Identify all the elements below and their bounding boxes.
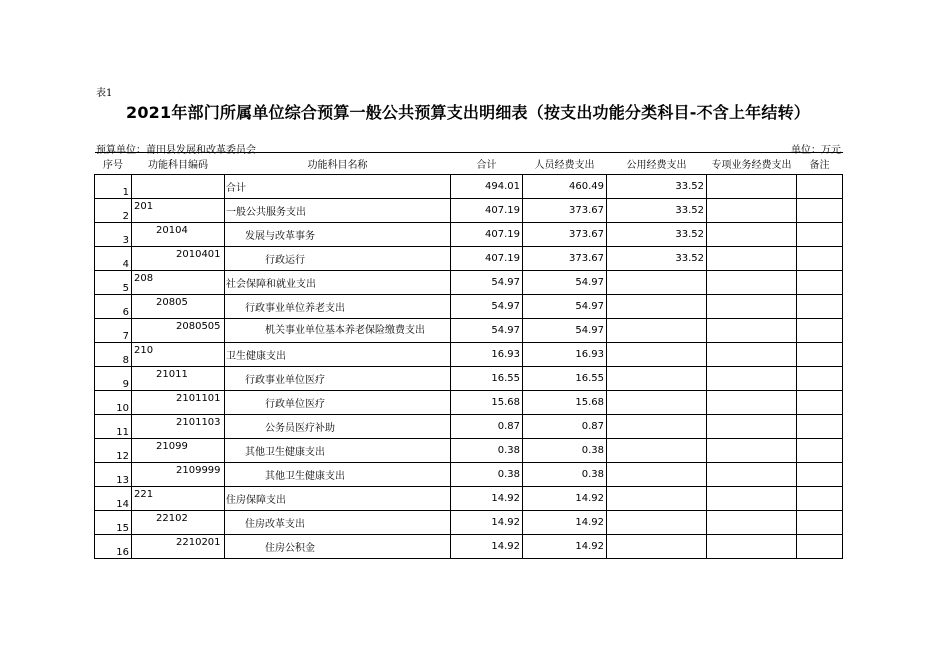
- cell-seq: 7: [95, 319, 132, 343]
- table-row: [95, 415, 843, 439]
- cell-special: [707, 175, 797, 199]
- cell-name: 合计: [225, 175, 451, 199]
- cell-total: 0.38: [451, 463, 523, 487]
- cell-seq: 9: [95, 367, 132, 391]
- header-row: [95, 153, 843, 175]
- cell-public: 33.52: [607, 223, 707, 247]
- cell-seq: 14: [95, 487, 132, 511]
- cell-personnel: 15.68: [523, 391, 607, 415]
- cell-note: [797, 439, 843, 463]
- cell-total: 54.97: [451, 295, 523, 319]
- table-row: [95, 319, 843, 343]
- cell-public: [607, 439, 707, 463]
- col-header-public: 公用经费支出: [607, 153, 707, 175]
- expenditure-table: [94, 152, 843, 559]
- cell-code: 221: [132, 487, 225, 511]
- cell-seq: 4: [95, 247, 132, 271]
- cell-special: [707, 487, 797, 511]
- cell-public: [607, 271, 707, 295]
- table-row: [95, 487, 843, 511]
- page-title: 2021年部门所属单位综合预算一般公共预算支出明细表（按支出功能分类科目-不含上年结转）: [126, 103, 810, 122]
- cell-seq: 3: [95, 223, 132, 247]
- table-row: [95, 199, 843, 223]
- cell-public: [607, 295, 707, 319]
- cell-seq: 10: [95, 391, 132, 415]
- cell-seq: 2: [95, 199, 132, 223]
- cell-name: 住房保障支出: [225, 487, 451, 511]
- cell-public: [607, 535, 707, 559]
- cell-code: 201: [132, 199, 225, 223]
- cell-name: 其他卫生健康支出: [225, 463, 451, 487]
- cell-personnel: 54.97: [523, 295, 607, 319]
- cell-code: 210: [132, 343, 225, 367]
- cell-code: 2109999: [132, 463, 225, 487]
- table-row: [95, 223, 843, 247]
- cell-note: [797, 247, 843, 271]
- cell-seq: 1: [95, 175, 132, 199]
- cell-note: [797, 463, 843, 487]
- cell-name: 行政单位医疗: [225, 391, 451, 415]
- table-row: [95, 343, 843, 367]
- cell-code: 21099: [132, 439, 225, 463]
- budget-unit-label: 预算单位：莆田县发展和改革委员会: [96, 145, 256, 156]
- cell-seq: 15: [95, 511, 132, 535]
- table-row: [95, 511, 843, 535]
- col-header-code: 功能科目编码: [132, 153, 225, 175]
- cell-note: [797, 199, 843, 223]
- col-header-note: 备注: [797, 153, 843, 175]
- cell-public: [607, 391, 707, 415]
- cell-code: 20805: [132, 295, 225, 319]
- cell-personnel: 0.38: [523, 463, 607, 487]
- cell-special: [707, 511, 797, 535]
- cell-note: [797, 319, 843, 343]
- cell-name: 一般公共服务支出: [225, 199, 451, 223]
- cell-special: [707, 199, 797, 223]
- cell-code: 20104: [132, 223, 225, 247]
- cell-public: 33.52: [607, 199, 707, 223]
- cell-personnel: 0.38: [523, 439, 607, 463]
- cell-special: [707, 271, 797, 295]
- cell-special: [707, 295, 797, 319]
- cell-personnel: 54.97: [523, 319, 607, 343]
- cell-public: [607, 367, 707, 391]
- cell-total: 14.92: [451, 535, 523, 559]
- cell-note: [797, 487, 843, 511]
- cell-seq: 8: [95, 343, 132, 367]
- col-header-name: 功能科目名称: [225, 153, 451, 175]
- cell-personnel: 373.67: [523, 247, 607, 271]
- cell-personnel: 373.67: [523, 199, 607, 223]
- cell-note: [797, 343, 843, 367]
- cell-personnel: 0.87: [523, 415, 607, 439]
- cell-total: 407.19: [451, 199, 523, 223]
- cell-seq: 5: [95, 271, 132, 295]
- cell-note: [797, 271, 843, 295]
- cell-special: [707, 343, 797, 367]
- cell-note: [797, 295, 843, 319]
- cell-name: 社会保障和就业支出: [225, 271, 451, 295]
- cell-personnel: 373.67: [523, 223, 607, 247]
- table-row: [95, 463, 843, 487]
- cell-public: [607, 487, 707, 511]
- cell-total: 494.01: [451, 175, 523, 199]
- cell-name: 行政事业单位养老支出: [225, 295, 451, 319]
- cell-name: 其他卫生健康支出: [225, 439, 451, 463]
- cell-personnel: 16.55: [523, 367, 607, 391]
- cell-special: [707, 367, 797, 391]
- cell-seq: 16: [95, 535, 132, 559]
- table-row: [95, 295, 843, 319]
- cell-total: 407.19: [451, 247, 523, 271]
- cell-total: 54.97: [451, 271, 523, 295]
- table-row: [95, 439, 843, 463]
- cell-seq: 13: [95, 463, 132, 487]
- cell-code: 2101103: [132, 415, 225, 439]
- cell-total: 54.97: [451, 319, 523, 343]
- cell-public: [607, 511, 707, 535]
- cell-name: 行政运行: [225, 247, 451, 271]
- cell-note: [797, 223, 843, 247]
- cell-total: 14.92: [451, 487, 523, 511]
- cell-special: [707, 415, 797, 439]
- table-label: 表1: [96, 88, 113, 99]
- cell-personnel: 14.92: [523, 487, 607, 511]
- cell-note: [797, 175, 843, 199]
- cell-personnel: 16.93: [523, 343, 607, 367]
- table-row: [95, 367, 843, 391]
- cell-total: 407.19: [451, 223, 523, 247]
- cell-note: [797, 391, 843, 415]
- cell-code: 22102: [132, 511, 225, 535]
- cell-name: 机关事业单位基本养老保险缴费支出: [225, 319, 451, 343]
- cell-code: [132, 175, 225, 199]
- cell-special: [707, 247, 797, 271]
- cell-special: [707, 223, 797, 247]
- cell-code: 2101101: [132, 391, 225, 415]
- cell-public: 33.52: [607, 175, 707, 199]
- col-header-seq: 序号: [95, 153, 132, 175]
- cell-total: 16.55: [451, 367, 523, 391]
- cell-special: [707, 463, 797, 487]
- cell-public: [607, 319, 707, 343]
- cell-special: [707, 535, 797, 559]
- cell-total: 16.93: [451, 343, 523, 367]
- cell-personnel: 14.92: [523, 535, 607, 559]
- cell-personnel: 460.49: [523, 175, 607, 199]
- cell-name: 公务员医疗补助: [225, 415, 451, 439]
- money-unit-label: 单位：万元: [791, 145, 841, 156]
- cell-total: 0.87: [451, 415, 523, 439]
- cell-code: 2210201: [132, 535, 225, 559]
- cell-note: [797, 415, 843, 439]
- cell-total: 14.92: [451, 511, 523, 535]
- cell-name: 发展与改革事务: [225, 223, 451, 247]
- cell-public: [607, 415, 707, 439]
- table-row: [95, 271, 843, 295]
- cell-name: 卫生健康支出: [225, 343, 451, 367]
- cell-personnel: 54.97: [523, 271, 607, 295]
- cell-special: [707, 319, 797, 343]
- cell-special: [707, 391, 797, 415]
- cell-special: [707, 439, 797, 463]
- cell-seq: 11: [95, 415, 132, 439]
- cell-code: 21011: [132, 367, 225, 391]
- cell-note: [797, 367, 843, 391]
- table-row: [95, 391, 843, 415]
- col-header-personnel: 人员经费支出: [523, 153, 607, 175]
- cell-seq: 6: [95, 295, 132, 319]
- cell-code: 2080505: [132, 319, 225, 343]
- cell-name: 住房公积金: [225, 535, 451, 559]
- cell-public: [607, 463, 707, 487]
- cell-name: 住房改革支出: [225, 511, 451, 535]
- col-header-total: 合计: [451, 153, 523, 175]
- cell-note: [797, 511, 843, 535]
- col-header-special: 专项业务经费支出: [707, 153, 797, 175]
- cell-total: 15.68: [451, 391, 523, 415]
- cell-code: 208: [132, 271, 225, 295]
- cell-seq: 12: [95, 439, 132, 463]
- table-row: [95, 247, 843, 271]
- table-row: [95, 535, 843, 559]
- cell-public: [607, 343, 707, 367]
- cell-total: 0.38: [451, 439, 523, 463]
- cell-public: 33.52: [607, 247, 707, 271]
- cell-name: 行政事业单位医疗: [225, 367, 451, 391]
- cell-personnel: 14.92: [523, 511, 607, 535]
- table-row: [95, 175, 843, 199]
- cell-note: [797, 535, 843, 559]
- cell-code: 2010401: [132, 247, 225, 271]
